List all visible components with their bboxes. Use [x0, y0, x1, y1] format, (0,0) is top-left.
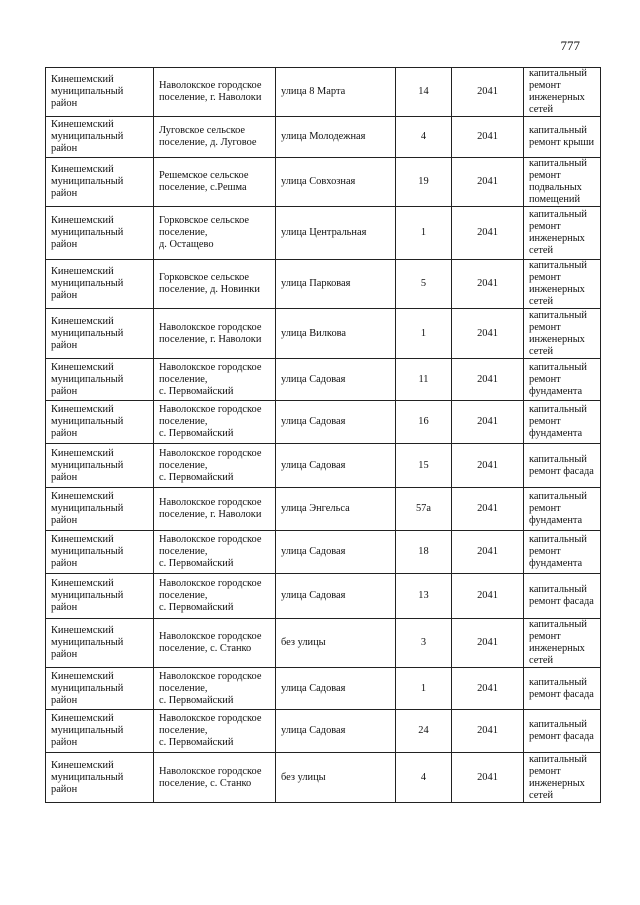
- house-number-cell: 14: [396, 68, 452, 117]
- street-cell: улица Садовая: [276, 401, 396, 444]
- table-row: [46, 753, 601, 803]
- work-type-cell: капитальный ремонт фасада: [524, 668, 601, 710]
- work-type-cell: капитальный ремонт фундамента: [524, 359, 601, 401]
- district-cell: Кинешемский муниципальный район: [46, 359, 154, 401]
- year-cell: 2041: [452, 619, 524, 668]
- work-type-cell: капитальный ремонт крыши: [524, 117, 601, 158]
- table-row: [46, 710, 601, 753]
- house-number-cell: 3: [396, 619, 452, 668]
- district-cell: Кинешемский муниципальный район: [46, 444, 154, 488]
- year-cell: 2041: [452, 117, 524, 158]
- table-row: [46, 117, 601, 158]
- work-type-cell: капитальный ремонт инженерных сетей: [524, 619, 601, 668]
- street-cell: без улицы: [276, 619, 396, 668]
- table-row: [46, 68, 601, 117]
- settlement-cell: Луговское сельское поселение, д. Луговое: [154, 117, 276, 158]
- year-cell: 2041: [452, 488, 524, 531]
- street-cell: улица Вилкова: [276, 309, 396, 359]
- work-type-cell: капитальный ремонт инженерных сетей: [524, 260, 601, 309]
- house-number-cell: 1: [396, 668, 452, 710]
- work-type-cell: капитальный ремонт инженерных сетей: [524, 753, 601, 803]
- house-number-cell: 18: [396, 531, 452, 574]
- table-row: [46, 488, 601, 531]
- table-row: [46, 207, 601, 260]
- settlement-cell: Наволокское городское поселение, г. Наволоки: [154, 68, 276, 117]
- street-cell: улица Садовая: [276, 574, 396, 619]
- year-cell: 2041: [452, 531, 524, 574]
- table-row: [46, 359, 601, 401]
- work-type-cell: капитальный ремонт инженерных сетей: [524, 68, 601, 117]
- house-number-cell: 1: [396, 207, 452, 260]
- street-cell: улица Энгельса: [276, 488, 396, 531]
- year-cell: 2041: [452, 710, 524, 753]
- district-cell: Кинешемский муниципальный район: [46, 619, 154, 668]
- work-type-cell: капитальный ремонт фасада: [524, 444, 601, 488]
- street-cell: улица Садовая: [276, 710, 396, 753]
- work-type-cell: капитальный ремонт фундамента: [524, 488, 601, 531]
- street-cell: улица 8 Марта: [276, 68, 396, 117]
- year-cell: 2041: [452, 359, 524, 401]
- district-cell: Кинешемский муниципальный район: [46, 260, 154, 309]
- house-number-cell: 4: [396, 117, 452, 158]
- page-number: 777: [560, 38, 580, 53]
- year-cell: 2041: [452, 753, 524, 803]
- district-cell: Кинешемский муниципальный район: [46, 207, 154, 260]
- work-type-cell: капитальный ремонт подвальных помещений: [524, 158, 601, 207]
- street-cell: улица Парковая: [276, 260, 396, 309]
- settlement-cell: Наволокское городское поселение, с. Первомайский: [154, 401, 276, 444]
- street-cell: улица Центральная: [276, 207, 396, 260]
- table-row: [46, 619, 601, 668]
- settlement-cell: Наволокское городское поселение, г. Наволоки: [154, 488, 276, 531]
- year-cell: 2041: [452, 444, 524, 488]
- district-cell: Кинешемский муниципальный район: [46, 531, 154, 574]
- settlement-cell: Наволокское городское поселение, с. Первомайский: [154, 668, 276, 710]
- street-cell: улица Садовая: [276, 668, 396, 710]
- settlement-cell: Наволокское городское поселение, с. Первомайский: [154, 531, 276, 574]
- house-number-cell: 4: [396, 753, 452, 803]
- street-cell: улица Садовая: [276, 359, 396, 401]
- work-type-cell: капитальный ремонт инженерных сетей: [524, 207, 601, 260]
- settlement-cell: Решемское сельское поселение, с.Решма: [154, 158, 276, 207]
- street-cell: без улицы: [276, 753, 396, 803]
- house-number-cell: 5: [396, 260, 452, 309]
- year-cell: 2041: [452, 574, 524, 619]
- district-cell: Кинешемский муниципальный район: [46, 574, 154, 619]
- district-cell: Кинешемский муниципальный район: [46, 68, 154, 117]
- house-number-cell: 13: [396, 574, 452, 619]
- house-number-cell: 19: [396, 158, 452, 207]
- settlement-cell: Наволокское городское поселение, с. Первомайский: [154, 574, 276, 619]
- district-cell: Кинешемский муниципальный район: [46, 158, 154, 207]
- settlement-cell: Наволокское городское поселение, г. Наволоки: [154, 309, 276, 359]
- table-body: [46, 68, 601, 803]
- repair-schedule-table: [45, 67, 601, 803]
- district-cell: Кинешемский муниципальный район: [46, 309, 154, 359]
- table-row: [46, 309, 601, 359]
- work-type-cell: капитальный ремонт фундамента: [524, 531, 601, 574]
- year-cell: 2041: [452, 260, 524, 309]
- year-cell: 2041: [452, 309, 524, 359]
- work-type-cell: капитальный ремонт инженерных сетей: [524, 309, 601, 359]
- street-cell: улица Молодежная: [276, 117, 396, 158]
- year-cell: 2041: [452, 668, 524, 710]
- year-cell: 2041: [452, 207, 524, 260]
- work-type-cell: капитальный ремонт фасада: [524, 710, 601, 753]
- settlement-cell: Горковское сельское поселение, д. Новинки: [154, 260, 276, 309]
- house-number-cell: 11: [396, 359, 452, 401]
- table-row: [46, 401, 601, 444]
- street-cell: улица Садовая: [276, 531, 396, 574]
- year-cell: 2041: [452, 158, 524, 207]
- house-number-cell: 16: [396, 401, 452, 444]
- district-cell: Кинешемский муниципальный район: [46, 710, 154, 753]
- district-cell: Кинешемский муниципальный район: [46, 401, 154, 444]
- table-row: [46, 574, 601, 619]
- work-type-cell: капитальный ремонт фасада: [524, 574, 601, 619]
- district-cell: Кинешемский муниципальный район: [46, 753, 154, 803]
- street-cell: улица Совхозная: [276, 158, 396, 207]
- year-cell: 2041: [452, 401, 524, 444]
- district-cell: Кинешемский муниципальный район: [46, 117, 154, 158]
- table-row: [46, 260, 601, 309]
- district-cell: Кинешемский муниципальный район: [46, 488, 154, 531]
- house-number-cell: 15: [396, 444, 452, 488]
- district-cell: Кинешемский муниципальный район: [46, 668, 154, 710]
- settlement-cell: Наволокское городское поселение, с. Первомайский: [154, 444, 276, 488]
- settlement-cell: Наволокское городское поселение, с. Первомайский: [154, 710, 276, 753]
- house-number-cell: 24: [396, 710, 452, 753]
- settlement-cell: Наволокское городское поселение, с. Станко: [154, 619, 276, 668]
- table-row: [46, 531, 601, 574]
- table-row: [46, 158, 601, 207]
- settlement-cell: Наволокское городское поселение, с. Первомайский: [154, 359, 276, 401]
- work-type-cell: капитальный ремонт фундамента: [524, 401, 601, 444]
- settlement-cell: Наволокское городское поселение, с. Станко: [154, 753, 276, 803]
- settlement-cell: Горковское сельское поселение, д. Остащево: [154, 207, 276, 260]
- table-row: [46, 668, 601, 710]
- house-number-cell: 57а: [396, 488, 452, 531]
- house-number-cell: 1: [396, 309, 452, 359]
- table-row: [46, 444, 601, 488]
- year-cell: 2041: [452, 68, 524, 117]
- street-cell: улица Садовая: [276, 444, 396, 488]
